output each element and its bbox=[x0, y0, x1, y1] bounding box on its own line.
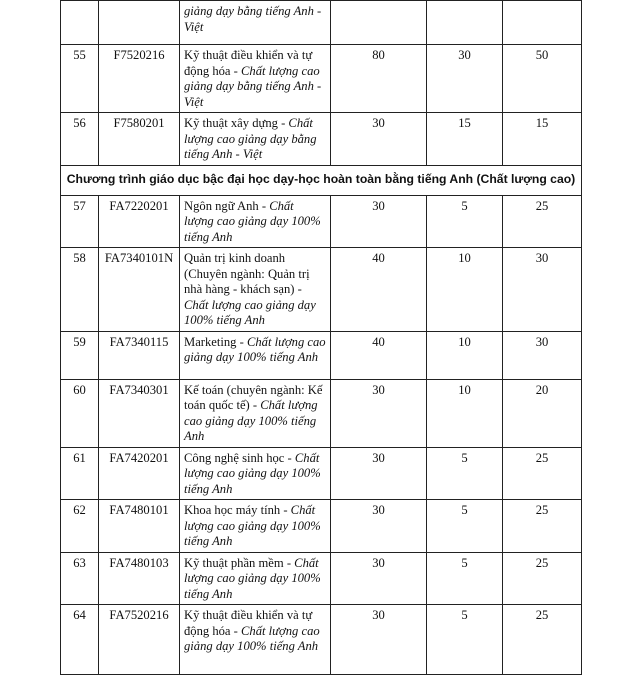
quota-method-b: 25 bbox=[503, 552, 582, 605]
quota-method-b: 30 bbox=[503, 248, 582, 332]
section-title: Chương trình giáo dục bậc đại học dạy-học hoàn toàn bằng tiếng Anh (Chất lượng cao) bbox=[61, 165, 582, 195]
row-number: 60 bbox=[61, 379, 99, 447]
table-row bbox=[61, 447, 582, 500]
row-number: 61 bbox=[61, 447, 99, 500]
program-name bbox=[180, 195, 331, 248]
program-name-note: Chất lượng cao giảng dạy 100% tiếng Anh bbox=[184, 398, 318, 443]
program-name-note: Chất lượng cao giảng dạy 100% tiếng Anh bbox=[184, 297, 316, 327]
program-name-text: Quản trị kinh doanh (Chuyên ngành: Quản trị nhà hàng - khách sạn) - bbox=[184, 251, 310, 296]
program-name bbox=[180, 331, 331, 379]
program-code: FA7520216 bbox=[99, 605, 180, 675]
program-name bbox=[180, 113, 331, 166]
table-row bbox=[61, 552, 582, 605]
table-row bbox=[61, 500, 582, 553]
quota-total: 30 bbox=[331, 195, 427, 248]
row-number: 56 bbox=[61, 113, 99, 166]
program-name-text: Kỹ thuật điều khiển và tự động hóa - bbox=[184, 608, 313, 638]
quota-total: 30 bbox=[331, 447, 427, 500]
quota-method-b: 15 bbox=[503, 113, 582, 166]
program-name-note: Chất lượng cao giảng dạy 100% tiếng Anh bbox=[184, 503, 321, 548]
program-name-text: Kế toán (chuyên ngành: Kế toán quốc tế) - bbox=[184, 382, 323, 412]
quota-method-b: 25 bbox=[503, 195, 582, 248]
program-name-text: Kỹ thuật điều khiển và tự động hóa - bbox=[184, 48, 313, 78]
program-name-note: Chất lượng cao giảng dạy 100% tiếng Anh bbox=[184, 555, 321, 601]
quota-method-b: 25 bbox=[503, 500, 582, 553]
program-name-text: Công nghệ sinh học - bbox=[184, 450, 295, 465]
quota-method-a: 30 bbox=[427, 45, 503, 113]
program-name-note: giảng dạy bằng tiếng Anh - Việt bbox=[184, 4, 322, 34]
program-name bbox=[180, 379, 331, 447]
row-number: 58 bbox=[61, 248, 99, 332]
program-code: FA7480101 bbox=[99, 500, 180, 553]
program-name-text: Khoa học máy tính - bbox=[184, 503, 291, 517]
program-name-text: Marketing - bbox=[184, 334, 247, 349]
quota-method-a: 5 bbox=[427, 552, 503, 605]
program-code bbox=[99, 1, 180, 45]
quota-method-b: 20 bbox=[503, 379, 582, 447]
program-code: FA7340301 bbox=[99, 379, 180, 447]
row-number bbox=[61, 1, 99, 45]
program-code: F7520216 bbox=[99, 45, 180, 113]
program-name bbox=[180, 552, 331, 605]
quota-method-a: 10 bbox=[427, 379, 503, 447]
row-number: 59 bbox=[61, 331, 99, 379]
quota-total bbox=[331, 1, 427, 45]
program-name-text: Kỹ thuật xây dựng - bbox=[184, 116, 289, 130]
program-name bbox=[180, 45, 331, 113]
program-name-note: Chất lượng cao giảng dạy 100% tiếng Anh bbox=[184, 198, 321, 244]
admission-quota-table bbox=[60, 0, 582, 675]
quota-total: 30 bbox=[331, 113, 427, 166]
section-header-row bbox=[61, 165, 582, 195]
program-name-note: Chất lượng cao giảng dạy bằng tiếng Anh - Việt bbox=[184, 63, 322, 109]
program-name bbox=[180, 248, 331, 332]
row-number: 63 bbox=[61, 552, 99, 605]
quota-total: 30 bbox=[331, 379, 427, 447]
program-name bbox=[180, 1, 331, 45]
quota-method-a: 15 bbox=[427, 113, 503, 166]
quota-method-a: 5 bbox=[427, 447, 503, 500]
table-row bbox=[61, 113, 582, 166]
table-row bbox=[61, 195, 582, 248]
program-name-note: Chất lượng cao giảng dạy bằng tiếng Anh - Việt bbox=[184, 116, 317, 161]
program-name-text: Ngôn ngữ Anh - bbox=[184, 198, 270, 213]
table-row bbox=[61, 45, 582, 113]
program-name bbox=[180, 500, 331, 553]
table-row bbox=[61, 605, 582, 675]
table-row bbox=[61, 1, 582, 45]
program-name-note: Chất lượng cao giảng dạy 100% tiếng Anh bbox=[184, 334, 326, 364]
quota-total: 40 bbox=[331, 331, 427, 379]
quota-method-a: 10 bbox=[427, 248, 503, 332]
program-code: FA7220201 bbox=[99, 195, 180, 248]
row-number: 62 bbox=[61, 500, 99, 553]
quota-method-b bbox=[503, 1, 582, 45]
program-name-text: Kỹ thuật phần mềm - bbox=[184, 555, 295, 570]
program-name-note: Chất lượng cao giảng dạy 100% tiếng Anh bbox=[184, 450, 321, 496]
quota-method-b: 25 bbox=[503, 605, 582, 675]
quota-method-a: 5 bbox=[427, 195, 503, 248]
program-name bbox=[180, 447, 331, 500]
quota-method-a: 5 bbox=[427, 605, 503, 675]
quota-method-b: 50 bbox=[503, 45, 582, 113]
table-row bbox=[61, 248, 582, 332]
quota-total: 30 bbox=[331, 500, 427, 553]
quota-total: 40 bbox=[331, 248, 427, 332]
program-code: F7580201 bbox=[99, 113, 180, 166]
program-name bbox=[180, 605, 331, 675]
quota-total: 30 bbox=[331, 605, 427, 675]
quota-method-a bbox=[427, 1, 503, 45]
program-code: FA7340101N bbox=[99, 248, 180, 332]
quota-method-b: 30 bbox=[503, 331, 582, 379]
quota-total: 80 bbox=[331, 45, 427, 113]
row-number: 64 bbox=[61, 605, 99, 675]
program-code: FA7480103 bbox=[99, 552, 180, 605]
quota-method-a: 5 bbox=[427, 500, 503, 553]
program-code: FA7420201 bbox=[99, 447, 180, 500]
quota-method-a: 10 bbox=[427, 331, 503, 379]
program-name-note: Chất lượng cao giảng dạy 100% tiếng Anh bbox=[184, 623, 320, 653]
table-row bbox=[61, 379, 582, 447]
quota-total: 30 bbox=[331, 552, 427, 605]
program-code: FA7340115 bbox=[99, 331, 180, 379]
row-number: 57 bbox=[61, 195, 99, 248]
quota-method-b: 25 bbox=[503, 447, 582, 500]
row-number: 55 bbox=[61, 45, 99, 113]
table-row bbox=[61, 331, 582, 379]
